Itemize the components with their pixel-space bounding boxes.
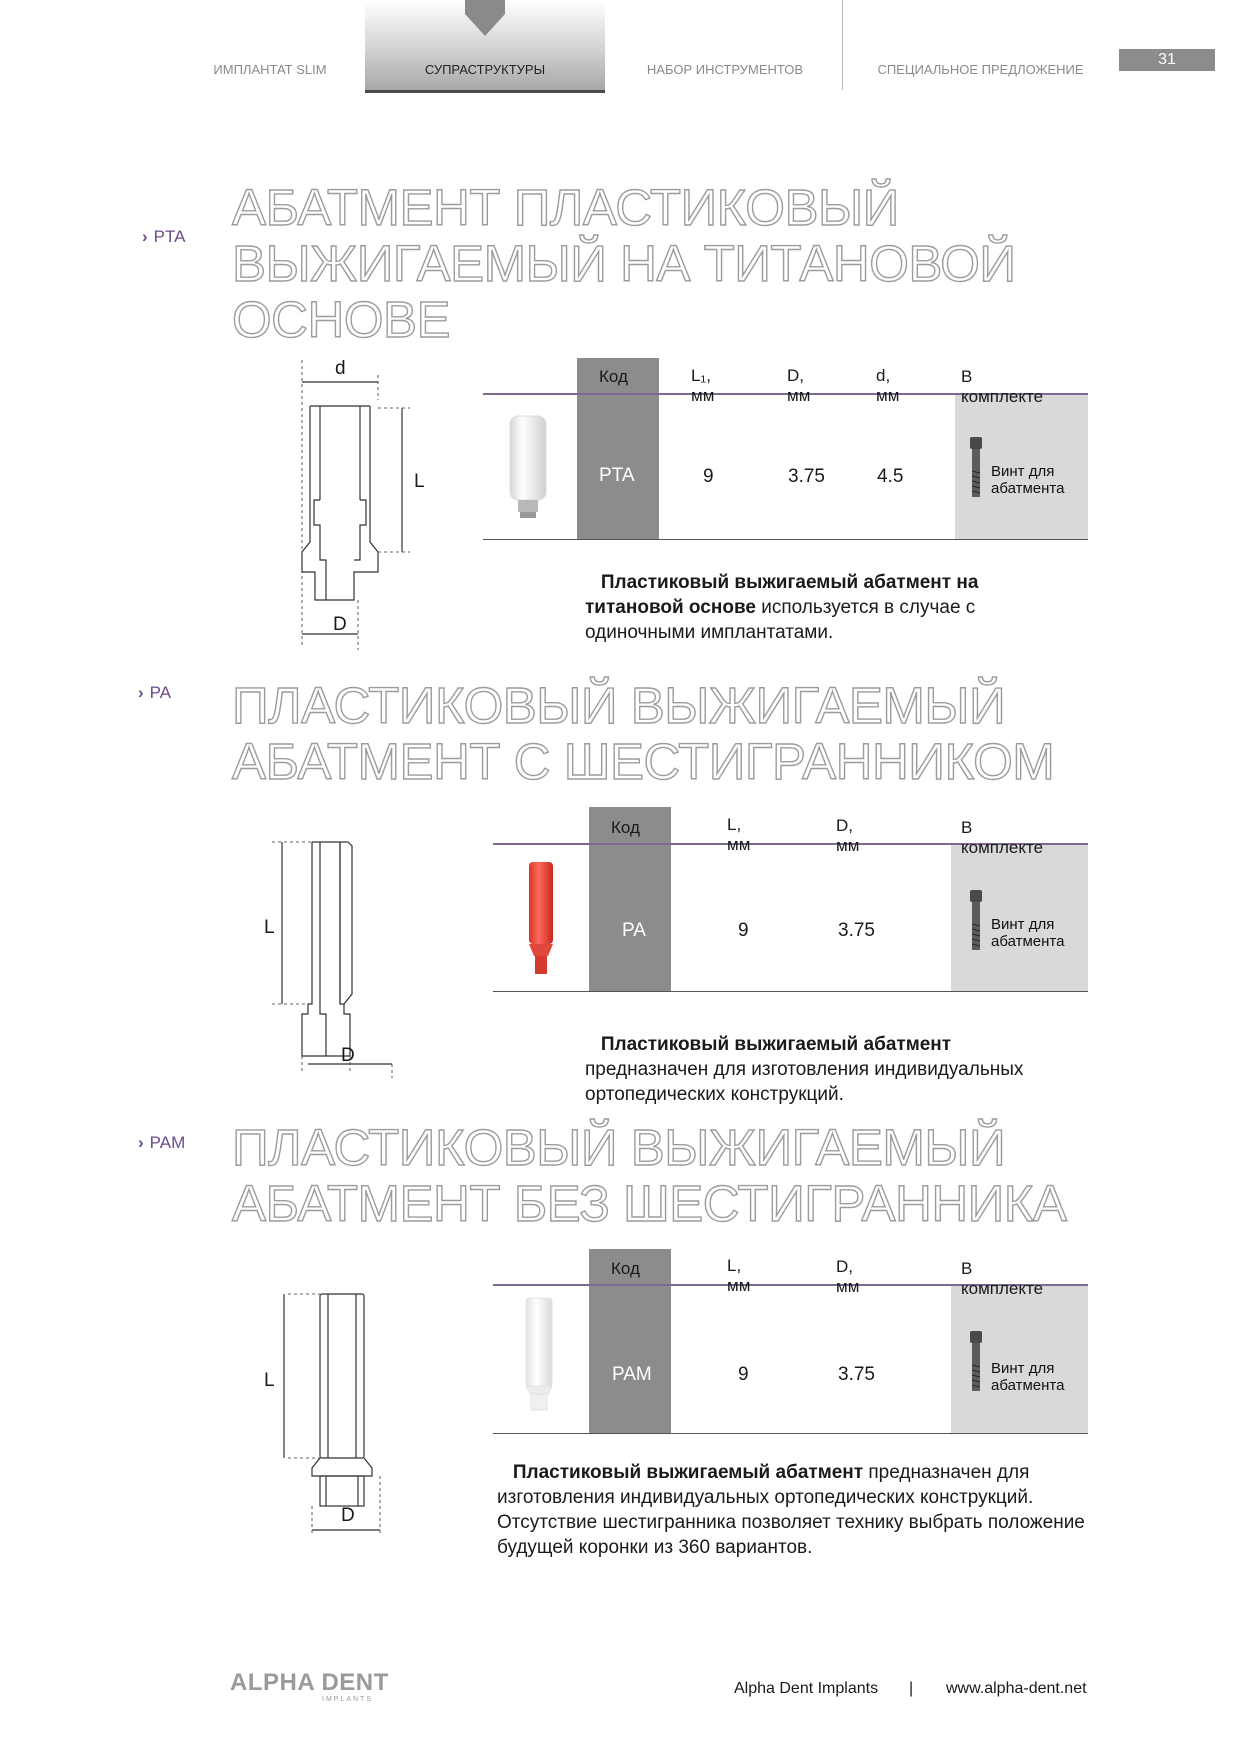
tab-instrument-kit[interactable]: НАБОР ИНСТРУМЕНТОВ [646,62,804,77]
section-code-pta: › PTA [142,227,186,246]
cell-D: 3.75 [838,920,875,941]
header-D: D, мм [836,1257,860,1296]
screw-icon [968,437,984,499]
header-kit: В комплекте [961,367,1044,406]
cell-L: 9 [738,1364,749,1385]
cell-D: 3.75 [838,1364,875,1385]
cell-D: 3.75 [788,466,825,487]
dim-label-D: D [333,614,347,635]
pta-technical-drawing [290,360,430,650]
cell-d: 4.5 [877,466,904,487]
page-number: 31 [1119,49,1215,71]
cell-L1: 9 [703,466,714,487]
tab-implant-slim[interactable]: ИМПЛАНТАТ SLIM [213,62,327,77]
active-tab-notch-icon [465,0,505,36]
kit-text: Винт для абатмента [991,916,1065,950]
section-code-pam: › PAM [138,1133,186,1152]
chevron-right-icon: › [142,227,148,246]
cell-L: 9 [738,920,749,941]
pa-product-image [526,860,556,976]
header-code: Код [611,1259,640,1278]
kit-text: Винт для абатмента [991,1360,1065,1394]
dim-label-L: L [414,471,425,492]
header-code: Код [599,367,628,386]
header-l1: L₁, мм [691,366,715,405]
tab-suprastructures[interactable]: СУПРАСТРУКТУРЫ [365,0,605,93]
pam-product-image [522,1296,556,1412]
bottom-rule [483,539,1088,540]
header-code: Код [611,818,640,837]
code-value: PAM [612,1364,652,1385]
pta-product-image [508,414,550,520]
dim-label-L: L [264,1370,275,1391]
section-title-pa: ПЛАСТИКОВЫЙ ВЫЖИГАЕМЫЙ АБАТМЕНТ С ШЕСТИГРАННИКОМ [232,677,1055,790]
pam-technical-drawing [268,1290,398,1540]
header-D: D, мм [836,816,860,855]
footer-website-link[interactable]: www.alpha-dent.net [946,1680,1087,1697]
section-code-pa: › PA [138,683,172,702]
section-title-pta: АБАТМЕНТ ПЛАСТИКОВЫЙ ВЫЖИГАЕМЫЙ НА ТИТАНОВОЙ ОСНОВЕ [232,179,1016,348]
footer-company: Alpha Dent Implants [734,1680,879,1697]
bottom-rule [493,991,1088,992]
screw-icon [968,890,984,952]
header-D: D, мм [787,366,811,405]
chevron-right-icon: › [138,683,144,702]
footer-logo: ALPHA DENT [230,1669,389,1696]
pta-description: Пластиковый выжигаемый абатмент на титановой основе используется в случае с одиночными имплантатами. [585,572,979,643]
header-L: L, мм [727,815,751,854]
tab-special-offer[interactable]: СПЕЦИАЛЬНОЕ ПРЕДЛОЖЕНИЕ [877,62,1084,77]
pa-technical-drawing [268,838,408,1078]
screw-icon [968,1331,984,1393]
pa-description: Пластиковый выжигаемый абатмент предназначен для изготовления индивидуальных ортопедических конструкций. [585,1034,1024,1105]
header-d: d, мм [876,366,900,405]
section-title-pam: ПЛАСТИКОВЫЙ ВЫЖИГАЕМЫЙ АБАТМЕНТ БЕЗ ШЕСТИГРАННИКА [232,1119,1067,1232]
bottom-rule [493,1433,1088,1434]
dim-label-D: D [341,1045,355,1066]
chevron-right-icon: › [138,1133,144,1152]
code-value: PA [622,920,646,941]
code-value: PTA [599,465,635,486]
header-kit: В комплекте [961,1259,1044,1298]
kit-text: Винт для абатмента [991,463,1065,497]
header-kit: В комплекте [961,818,1044,857]
header-L: L, мм [727,1256,751,1295]
dim-label-L: L [264,917,275,938]
dim-label-D: D [341,1505,355,1526]
dim-label-d: d [335,358,346,379]
footer-logo-sub: IMPLANTS [322,1696,374,1703]
nav-divider [842,0,843,90]
pam-description: Пластиковый выжигаемый абатмент предназначен для изготовления индивидуальных ортопедических конструкций. Отсутствие шестигранника позволяет технику выбрать положение будущей коронки из 360 вариантов. [497,1462,1085,1558]
footer-separator: | [909,1680,914,1697]
